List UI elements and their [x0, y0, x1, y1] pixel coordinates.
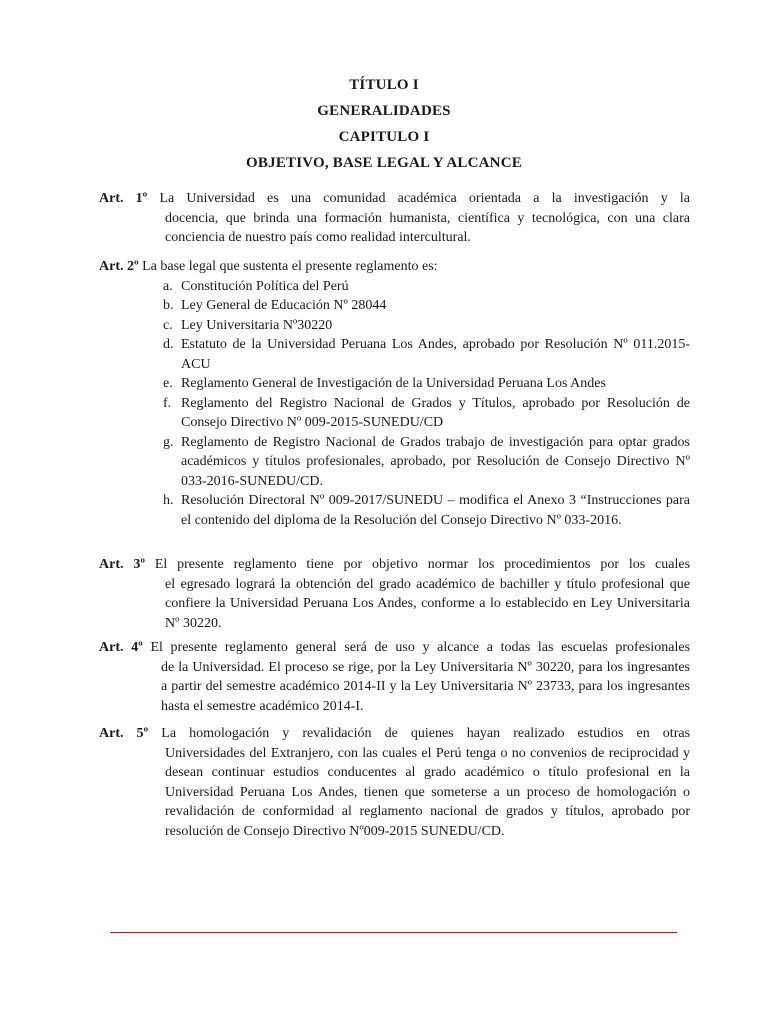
article-2: [99, 257, 690, 530]
list-item-text: Estatuto de la Universidad Peruana Los Andes, aprobado por Resolución Nº 011.2015-ACU: [181, 337, 690, 372]
article-1: [99, 189, 690, 248]
article-1-line1: La Universidad es una comunidad académica orientada a la investigación y la: [159, 191, 690, 206]
article-3-label: Art. 3º: [99, 557, 145, 572]
list-item-text: Reglamento de Registro Nacional de Grados trabajo de investigación para optar grados académicos y títulos profesionales, aprobado, por Resolución de Consejo Directivo Nº 033-2016-SUNEDU/CD.: [181, 434, 690, 489]
list-marker: f.: [163, 395, 172, 411]
list-marker: a.: [163, 278, 173, 294]
list-item: [163, 394, 690, 433]
objetivo-heading: OBJETIVO, BASE LEGAL Y ALCANCE: [246, 155, 522, 171]
generalidades-heading: GENERALIDADES: [317, 103, 451, 119]
article-4-label: Art. 4º: [99, 640, 143, 655]
article-5: [99, 724, 690, 841]
list-item: [163, 491, 690, 530]
article-4-line1: El presente reglamento general será de uso y alcance a todas las escuelas profesionales: [150, 640, 691, 655]
article-1-label: Art. 1º: [99, 191, 148, 206]
list-marker: h.: [163, 493, 174, 508]
article-5-line1: La homologación y revalidación de quienes hayan realizado estudios en otras: [161, 726, 691, 741]
list-item: [163, 277, 690, 297]
article-3-line1: El presente reglamento tiene por objetivo normar los procedimientos por los cuales: [154, 557, 691, 572]
titulo-heading: TÍTULO I: [349, 77, 419, 93]
article-2-intro: La base legal que sustenta el presente reglamento es:: [142, 259, 438, 274]
legal-basis-list: [163, 277, 690, 531]
list-item-text: Reglamento General de Investigación de la Universidad Peruana Los Andes: [181, 376, 606, 391]
list-item: [163, 316, 690, 336]
article-5-label: Art. 5º: [99, 726, 149, 741]
article-5-body: Universidades del Extranjero, con las cuales el Perú tenga o no convenios de reciprocidad y desean continuar estudios conducentes al grado académico o título profesional en la Universidad Peruana Los Andes, tienen que someterse a un proceso de homologación o revalidación de conformidad al reglamento nacional de grados y títulos, aprobado por resolución de Consejo Directivo Nº009-2015 SUNEDU/CD.: [165, 745, 690, 839]
article-1-body: docencia, que brinda una formación humanista, científica y tecnológica, con una clara conciencia de nuestro país como realidad intercultural.: [165, 210, 690, 245]
list-marker: d.: [163, 337, 174, 352]
list-marker: b.: [163, 298, 174, 313]
list-item-text: Constitución Política del Perú: [181, 278, 349, 294]
footer-rule: [110, 932, 677, 933]
list-marker: e.: [163, 376, 173, 391]
list-item-text: Resolución Directoral Nº 009-2017/SUNEDU – modifica el Anexo 3 “Instrucciones para el contenido del diploma de la Resolución del Consejo Directivo Nº 033-2016.: [181, 493, 690, 528]
list-item: [163, 374, 690, 394]
heading-block: [0, 72, 768, 176]
article-4-body: de la Universidad. El proceso se rige, por la Ley Universitaria Nº 30220, para los ingresantes a partir del semestre académico 2014-II y la Ley Universitaria Nº 23733, para los ingresantes hasta el semestre académico 2014-I.: [161, 659, 690, 714]
list-marker: g.: [163, 434, 174, 450]
article-3: [99, 555, 690, 633]
list-item: [163, 296, 690, 316]
article-3-body: el egresado logrará la obtención del grado académico de bachiller y título profesional que confiere la Universidad Peruana Los Andes, conforme a lo establecido en Ley Universitaria Nº 30220.: [165, 576, 690, 631]
list-item-text: Ley General de Educación Nº 28044: [181, 298, 387, 313]
list-item-text: Ley Universitaria Nº30220: [181, 317, 333, 333]
article-4: [99, 638, 690, 716]
list-marker: c.: [163, 317, 173, 333]
article-2-label: Art. 2º: [99, 259, 139, 274]
list-item-text: Reglamento del Registro Nacional de Grados y Títulos, aprobado por Resolución de Consejo Directivo Nº 009-2015-SUNEDU/CD: [181, 395, 690, 430]
list-item: [163, 335, 690, 374]
list-item: [163, 433, 690, 492]
capitulo-heading: CAPITULO I: [338, 129, 430, 145]
